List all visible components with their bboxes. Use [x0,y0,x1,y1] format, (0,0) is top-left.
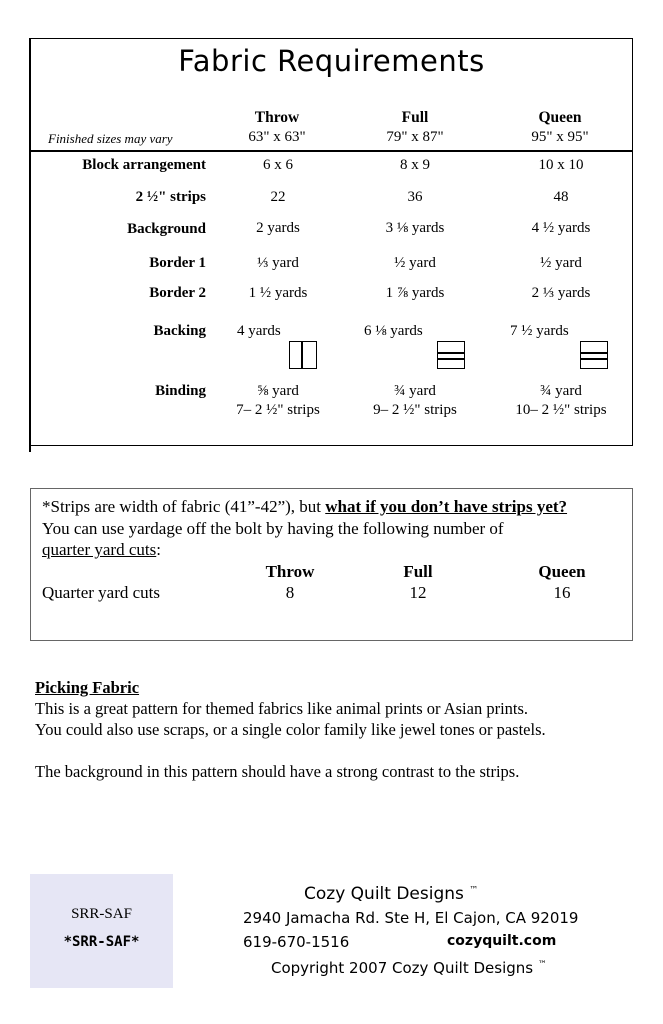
cell-border2-queen: 2 ⅓ yards [531,285,591,301]
cell-strips-throw: 22 [270,189,286,205]
row-label-border1: Border 1 [149,255,206,271]
cell-border2-full: 1 ⅞ yards [385,285,445,301]
picking-line2: You could also use scraps, or a single color family like jewel tones or pastels. [35,720,546,739]
sku-barcode-text: *SRR-SAF* [63,934,140,950]
size-throw: 63" x 63" [248,129,306,145]
cell-background-queen: 4 ½ yards [531,220,591,236]
qyc-value-throw: 8 [285,583,295,602]
copyright-line [271,959,547,977]
strips-note-line1 [42,497,567,517]
cell-border1-full: ½ yard [394,255,436,271]
cell-block-full: 8 x 9 [400,157,430,173]
cell-border2-throw: 1 ½ yards [248,285,308,301]
cell-binding-strips-throw: 7– 2 ½" strips [236,402,320,418]
cell-border1-throw: ⅓ yard [257,255,299,271]
cell-binding-full: ¾ yard [394,383,436,399]
strips-note-line2: You can use yardage off the bolt by having the following number of [42,519,504,538]
cell-block-throw: 6 x 6 [263,157,293,173]
qyc-header-queen: Queen [538,562,586,581]
size-queen: 95" x 95" [531,129,589,145]
row-label-strips: 2 ½" strips [135,189,206,205]
cell-backing-full: 6 ⅛ yards [364,323,423,339]
horizontal-seams-icon [437,341,465,369]
column-header-throw: Throw [254,109,300,126]
row-label-block: Block arrangement [82,157,206,173]
company-name: Cozy Quilt Designs [304,884,464,904]
size-full: 79" x 87" [386,129,444,145]
row-label-background: Background [127,221,206,237]
quarter-yard-link-text: quarter yard cuts [42,540,157,559]
qyc-header-full: Full [403,562,433,581]
cell-binding-strips-queen: 10– 2 ½" strips [515,402,607,418]
copyright-text: Copyright 2007 Cozy Quilt Designs [271,959,534,977]
cell-block-queen: 10 x 10 [538,157,584,173]
company-name-line [304,884,478,904]
qyc-value-full: 12 [409,583,427,602]
company-website[interactable]: cozyquilt.com [447,933,557,949]
trademark: ™ [537,960,547,970]
cell-backing-queen: 7 ½ yards [510,323,569,339]
row-label-binding: Binding [155,383,206,399]
header-divider [30,150,633,152]
sku-code: SRR-SAF [71,906,132,922]
sizes-note: Finished sizes may vary [48,131,173,146]
cell-background-full: 3 ⅛ yards [385,220,445,236]
picking-heading: Picking Fabric [35,678,140,697]
column-header-queen: Queen [538,109,582,126]
column-header-full: Full [401,109,429,126]
cell-border1-queen: ½ yard [540,255,582,271]
picking-line3: The background in this pattern should have a strong contrast to the strips. [35,762,520,781]
strips-note-line3 [42,540,161,560]
strips-note-emphasis: what if you don’t have strips yet? [325,497,568,516]
qyc-row-label: Quarter yard cuts [42,583,161,602]
sku-box [30,874,173,988]
picking-line1: This is a great pattern for themed fabrics like animal prints or Asian prints. [35,699,529,718]
trademark: ™ [469,885,479,896]
horizontal-seams-icon [580,341,608,369]
company-phone: 619-670-1516 [243,933,350,951]
qyc-header-throw: Throw [265,562,315,581]
company-address: 2940 Jamacha Rd. Ste H, El Cajon, CA 92019 [243,909,579,927]
qyc-value-queen: 16 [553,583,571,602]
cell-binding-queen: ¾ yard [540,383,582,399]
cell-background-throw: 2 yards [256,220,300,236]
colon: : [156,540,161,559]
cell-strips-queen: 48 [553,189,569,205]
cell-binding-strips-full: 9– 2 ½" strips [373,402,457,418]
cell-backing-throw: 4 yards [237,323,281,339]
cell-strips-full: 36 [407,189,423,205]
row-label-border2: Border 2 [149,285,206,301]
page-title: Fabric Requirements [178,44,485,78]
cell-binding-throw: ⅝ yard [257,383,299,399]
strips-note-text: *Strips are width of fabric (41”-42”), but [42,497,326,516]
row-label-backing: Backing [153,323,206,339]
vertical-seam-icon [289,341,317,369]
